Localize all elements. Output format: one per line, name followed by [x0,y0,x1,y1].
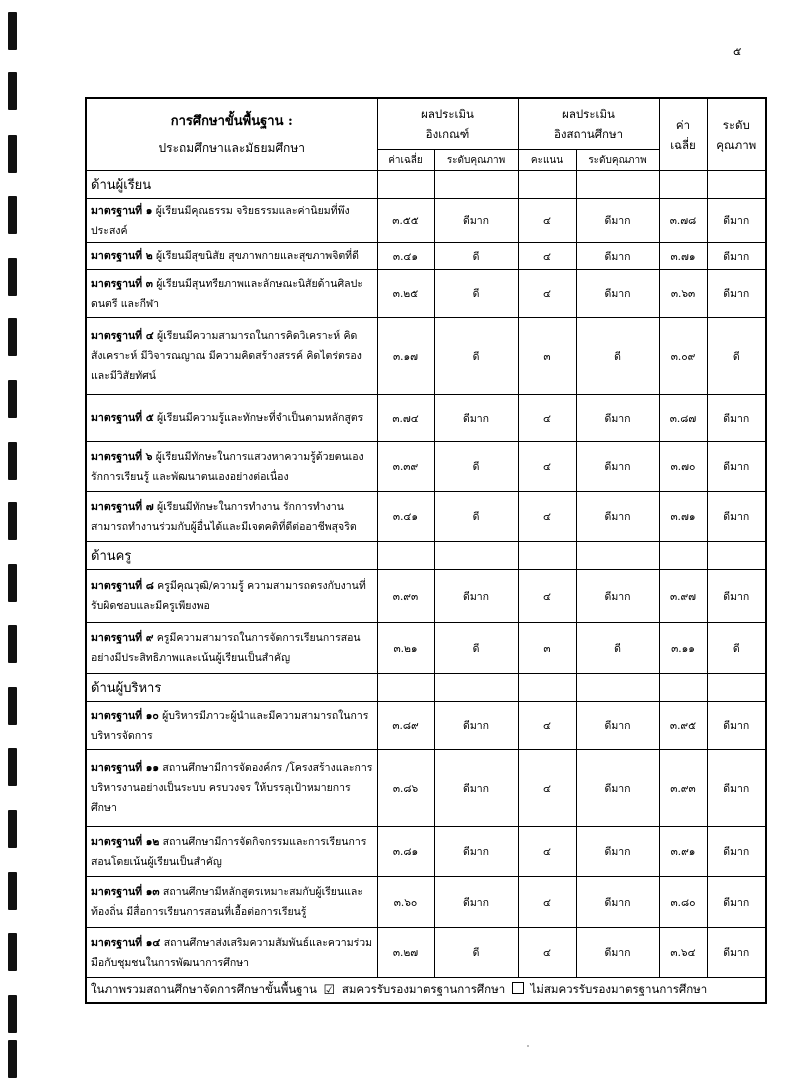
school-score: ๔ [518,199,576,243]
section-title: ด้านผู้บริหาร [86,674,377,702]
standard-label: มาตรฐานที่ ๒ [91,250,153,262]
overall-avg: ๓.๘๗ [659,395,707,442]
standard-cell [86,270,377,318]
standard-label: มาตรฐานที่ ๕ [91,412,154,424]
criteria-avg: ๓.๗๔ [377,395,434,442]
standard-cell [86,243,377,270]
standard-label: มาตรฐานที่ ๑๑ [91,762,160,774]
standard-text: สถานศึกษามีการจัดกิจกรรมและการเรียนการสอนโดยเน้นผู้เรียนเป็นสำคัญ [91,835,367,868]
table-row [86,492,766,542]
empty-cell [576,542,659,570]
table-row [86,827,766,877]
footer-lead: ในภาพรวมสถานศึกษาจัดการศึกษาขั้นพื้นฐาน [91,982,317,996]
school-group-line1: ผลประเมิน [562,107,615,121]
criteria-level: ดีมาก [434,877,518,928]
binder-hole [8,502,17,540]
standard-label: มาตรฐานที่ ๓ [91,277,153,290]
overall-avg: ๓.๖๓ [659,270,707,318]
overall-level: ดีมาก [707,570,766,623]
scan-speck [527,1045,529,1047]
empty-cell [576,171,659,199]
header-avg [659,98,707,171]
header-level [707,98,766,171]
binder-hole [8,442,17,480]
empty-cell [659,171,707,199]
empty-cell [576,674,659,702]
school-score: ๓ [518,623,576,674]
standard-cell [86,570,377,623]
table-row [86,623,766,674]
criteria-avg: ๓.๙๓ [377,570,434,623]
standard-label: มาตรฐานที่ ๑ [91,204,153,217]
criteria-level: ดีมาก [434,827,518,877]
school-level: ดีมาก [576,243,659,270]
overall-avg: ๓.๗๐ [659,442,707,492]
standard-cell [86,928,377,978]
table-row [86,702,766,750]
overall-level: ดีมาก [707,492,766,542]
standard-cell [86,702,377,750]
binder-hole [8,872,17,910]
binder-hole [8,1040,17,1078]
standard-label: มาตรฐานที่ ๙ [91,632,154,644]
overall-avg: ๓.๖๔ [659,928,707,978]
criteria-avg: ๓.๔๑ [377,492,434,542]
table-row [86,395,766,442]
school-level: ดีมาก [576,928,659,978]
standard-text: ผู้เรียนมีทักษะในการแสวงหาความรู้ด้วยตนเอง รักการเรียนรู้ และพัฒนาตนเองอย่างต่อเนื่อง [91,450,364,483]
overall-avg: ๓.๙๗ [659,570,707,623]
binder-hole [8,12,17,50]
sub-criteria-level: ระดับคุณภาพ [434,150,518,171]
school-level: ดีมาก [576,877,659,928]
criteria-level: ดีมาก [434,570,518,623]
footer-row [86,978,766,1004]
table-row [86,570,766,623]
school-score: ๓ [518,318,576,395]
standard-cell [86,442,377,492]
empty-cell [707,674,766,702]
standard-text: สถานศึกษามีหลักสูตรเหมาะสมกับผู้เรียนและท้องถิ่น มีสื่อการเรียนการสอนที่เอื้อต่อการเรียนรู้ [91,886,363,918]
overall-level: ดีมาก [707,827,766,877]
section-row [86,171,766,199]
standard-cell [86,395,377,442]
standard-label: มาตรฐานที่ ๑๔ [91,936,161,949]
binder-hole [8,318,17,356]
table-row [86,750,766,827]
overall-level: ดี [707,318,766,395]
standard-cell [86,827,377,877]
option-certified: สมควรรับรองมาตรฐานการศึกษา [341,982,506,996]
school-score: ๔ [518,243,576,270]
header-criteria-group [377,98,518,150]
school-level: ดี [576,623,659,674]
standard-cell [86,199,377,243]
standard-cell [86,492,377,542]
level-header-line1: ระดับ [722,117,750,132]
empty-cell [434,674,518,702]
standard-label: มาตรฐานที่ ๔ [91,330,154,342]
standard-text: สถานศึกษาส่งเสริมความสัมพันธ์และความร่วมมือกับชุมชนในการพัฒนาการศึกษา [91,936,373,969]
criteria-level: ดี [434,442,518,492]
binder-hole [8,748,17,786]
school-group-line2: อิงสถานศึกษา [553,127,624,141]
criteria-avg: ๓.๔๑ [377,243,434,270]
standard-text: สถานศึกษามีการจัดองค์กร /โครงสร้างและการบริหารงานอย่างเป็นระบบ ครบวงจร ให้บรรลุเป้าหมายการศึกษา [91,762,373,814]
school-score: ๔ [518,570,576,623]
overall-level: ดีมาก [707,243,766,270]
overall-level: ดีมาก [707,928,766,978]
school-score: ๔ [518,395,576,442]
overall-avg: ๓.๗๑ [659,492,707,542]
empty-cell [434,542,518,570]
standard-label: มาตรฐานที่ ๑๓ [91,886,160,898]
binder-hole [8,625,17,663]
section-title: ด้านผู้เรียน [86,171,377,199]
criteria-avg: ๓.๕๕ [377,199,434,243]
criteria-level: ดี [434,928,518,978]
binder-hole [8,995,17,1033]
standard-cell [86,877,377,928]
avg-header-line1: ค่า [675,117,691,132]
standard-label: มาตรฐานที่ ๗ [91,500,154,513]
overall-level: ดีมาก [707,877,766,928]
criteria-avg: ๓.๒๕ [377,270,434,318]
school-level: ดีมาก [576,702,659,750]
header-title-line2: ประถมศึกษาและมัธยมศึกษา [158,141,305,155]
criteria-level: ดีมาก [434,702,518,750]
sub-criteria-avg: ค่าเฉลี่ย [377,150,434,171]
standard-text: ผู้บริหารมีภาวะผู้นำและมีความสามารถในการบริหารจัดการ [91,709,369,742]
standard-text: ผู้เรียนมีความสามารถในการคิดวิเคราะห์ คิดสังเคราะห์ มีวิจารณญาณ มีความคิดสร้างสรรค์ คิดไตร่ตรอง และมีวิสัยทัศน์ [91,330,362,382]
criteria-level: ดีมาก [434,395,518,442]
avg-header-line2: เฉลี่ย [670,137,696,152]
criteria-avg: ๓.๒๑ [377,623,434,674]
criteria-group-line2: อิงเกณฑ์ [425,127,470,141]
unchecked-box-icon[interactable] [512,982,524,994]
criteria-avg: ๓.๒๗ [377,928,434,978]
school-score: ๔ [518,442,576,492]
school-score: ๔ [518,750,576,827]
standard-text: ผู้เรียนมีทักษะในการทำงาน รักการทำงาน สามารถทำงานร่วมกับผู้อื่นได้และมีเจตคติที่ดีต่ออาชีพสุจริต [91,500,357,533]
criteria-avg: ๓.๓๙ [377,442,434,492]
table-row [86,199,766,243]
criteria-avg: ๓.๘๙ [377,702,434,750]
binder-hole [8,72,17,110]
overall-level: ดีมาก [707,442,766,492]
standard-text: ครูมีความสามารถในการจัดการเรียนการสอนอย่างมีประสิทธิภาพและเน้นผู้เรียนเป็นสำคัญ [91,632,361,664]
table-row [86,928,766,978]
table-row [86,877,766,928]
table-body [86,171,766,978]
overall-avg: ๓.๙๕ [659,702,707,750]
binder-hole [8,196,17,234]
header-title-line1: การศึกษาขั้นพื้นฐาน : [170,114,293,129]
overall-level: ดีมาก [707,270,766,318]
binder-hole [8,258,17,296]
option-not-certified: ไม่สมควรรับรองมาตรฐานการศึกษา [530,982,708,996]
criteria-group-line1: ผลประเมิน [421,107,474,121]
criteria-level: ดีมาก [434,199,518,243]
overall-level: ดีมาก [707,395,766,442]
overall-level: ดีมาก [707,199,766,243]
standard-text: ครูมีคุณวุฒิ/ความรู้ ความสามารถตรงกับงานที่รับผิดชอบและมีครูเพียงพอ [91,580,366,612]
empty-cell [659,674,707,702]
standard-text: ผู้เรียนมีสุขนิสัย สุขภาพกายและสุขภาพจิตที่ดี [156,250,359,262]
binder-hole [8,933,17,971]
overall-avg: ๓.๐๙ [659,318,707,395]
standard-label: มาตรฐานที่ ๘ [91,580,154,592]
school-level: ดีมาก [576,750,659,827]
empty-cell [377,674,434,702]
level-header-line2: คุณภาพ [716,137,757,152]
criteria-level: ดี [434,270,518,318]
standard-label: มาตรฐานที่ ๖ [91,450,153,463]
binder-hole [8,564,17,602]
header-school-group [518,98,659,150]
criteria-level: ดี [434,318,518,395]
criteria-level: ดี [434,623,518,674]
school-level: ดีมาก [576,827,659,877]
school-score: ๔ [518,827,576,877]
overall-level: ดีมาก [707,702,766,750]
overall-avg: ๓.๑๑ [659,623,707,674]
empty-cell [707,542,766,570]
empty-cell [518,674,576,702]
assessment-table [85,97,767,1004]
checked-box-icon[interactable]: ☑ [323,983,336,998]
empty-cell [518,542,576,570]
overall-avg: ๓.๗๘ [659,199,707,243]
table-row [86,442,766,492]
standard-text: ผู้เรียนมีคุณธรรม จริยธรรมและค่านิยมที่พึงประสงค์ [91,204,350,237]
overall-level: ดี [707,623,766,674]
school-score: ๔ [518,702,576,750]
standard-cell [86,750,377,827]
overall-level: ดีมาก [707,750,766,827]
section-title: ด้านครู [86,542,377,570]
empty-cell [377,171,434,199]
table-row [86,270,766,318]
standard-label: มาตรฐานที่ ๑๐ [91,709,159,722]
binder-hole [8,380,17,418]
criteria-avg: ๓.๑๗ [377,318,434,395]
school-level: ดี [576,318,659,395]
school-score: ๔ [518,877,576,928]
table-row [86,318,766,395]
sub-school-score: คะแนน [518,150,576,171]
school-score: ๔ [518,492,576,542]
school-level: ดีมาก [576,270,659,318]
overall-avg: ๓.๙๓ [659,750,707,827]
standard-label: มาตรฐานที่ ๑๒ [91,835,160,848]
table-row [86,243,766,270]
section-row [86,674,766,702]
section-row [86,542,766,570]
school-level: ดีมาก [576,492,659,542]
school-level: ดีมาก [576,199,659,243]
binder-holes [8,0,20,1080]
school-level: ดีมาก [576,570,659,623]
school-score: ๔ [518,270,576,318]
criteria-avg: ๓.๘๑ [377,827,434,877]
binder-hole [8,687,17,725]
sub-school-level: ระดับคุณภาพ [576,150,659,171]
overall-avg: ๓.๙๑ [659,827,707,877]
overall-avg: ๓.๘๐ [659,877,707,928]
empty-cell [659,542,707,570]
footer-cell [86,978,766,1004]
criteria-avg: ๓.๘๖ [377,750,434,827]
binder-hole [8,135,17,173]
header-title-cell [86,98,377,171]
header-row-1 [86,98,766,150]
standard-cell [86,318,377,395]
page-number: ๕ [733,45,742,58]
school-score: ๔ [518,928,576,978]
empty-cell [518,171,576,199]
empty-cell [707,171,766,199]
overall-avg: ๓.๗๑ [659,243,707,270]
empty-cell [434,171,518,199]
standard-text: ผู้เรียนมีสุนทรียภาพและลักษณะนิสัยด้านศิลปะ ดนตรี และกีฬา [91,277,363,310]
empty-cell [377,542,434,570]
school-level: ดีมาก [576,395,659,442]
school-level: ดีมาก [576,442,659,492]
criteria-level: ดี [434,492,518,542]
criteria-level: ดี [434,243,518,270]
standard-cell [86,623,377,674]
binder-hole [8,810,17,848]
criteria-level: ดีมาก [434,750,518,827]
standard-text: ผู้เรียนมีความรู้และทักษะที่จำเป็นตามหลักสูตร [157,412,364,424]
criteria-avg: ๓.๖๐ [377,877,434,928]
